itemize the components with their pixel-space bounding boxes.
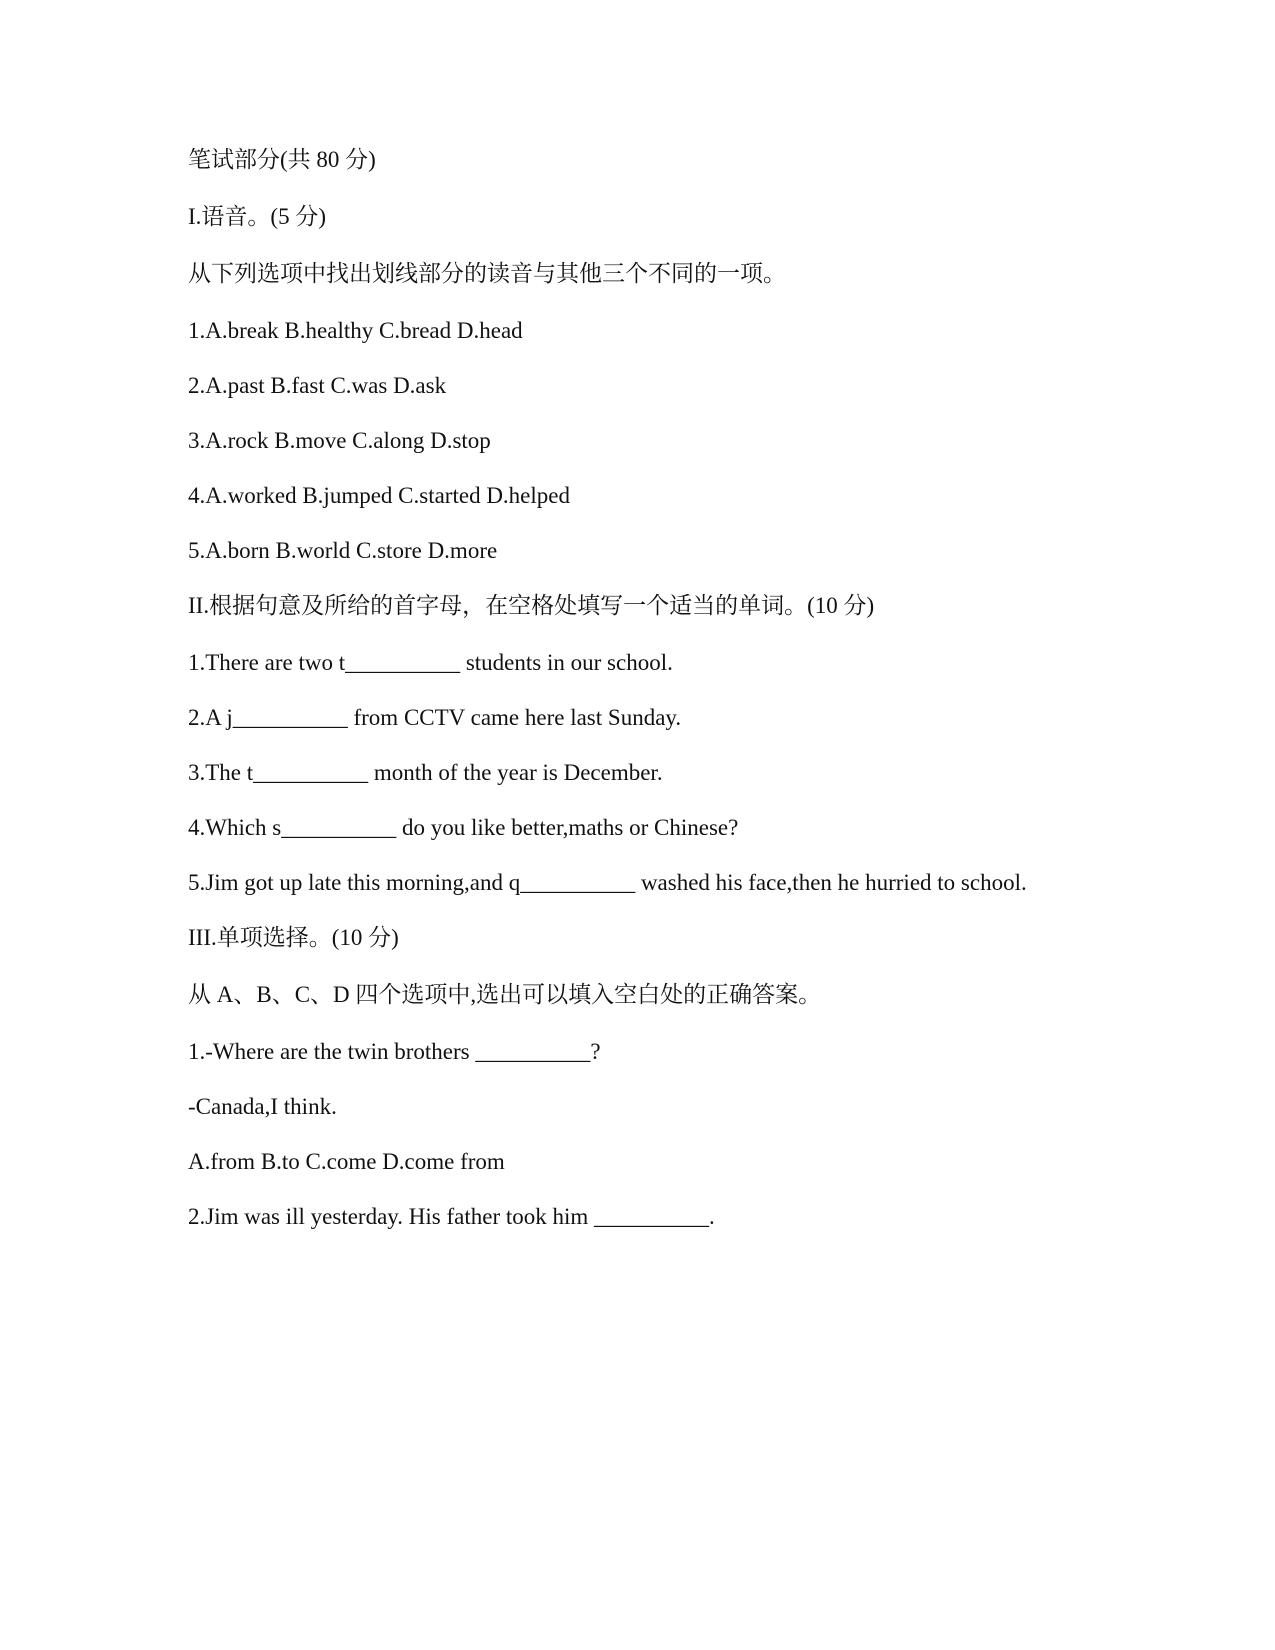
section-1-heading: I.语音。(5 分) [188, 204, 326, 229]
fill-in-question-4: 4.Which s__________ do you like better,maths or Chinese? [188, 815, 739, 840]
fill-in-question-1: 1.There are two t__________ students in our school. [188, 650, 673, 675]
choice-question-1-options: A.from B.to C.come D.come from [188, 1149, 505, 1174]
choice-question-1: 1.-Where are the twin brothers __________? [188, 1039, 601, 1064]
choice-question-2: 2.Jim was ill yesterday. His father took him __________. [188, 1204, 715, 1229]
section-3-instruction: 从 A、B、C、D 四个选项中,选出可以填入空白处的正确答案。 [188, 982, 822, 1007]
phonetics-question-4: 4.A.worked B.jumped C.started D.helped [188, 483, 570, 508]
phonetics-question-1: 1.A.break B.healthy C.bread D.head [188, 318, 523, 343]
document-body [188, 146, 1058, 1258]
fill-in-question-3: 3.The t__________ month of the year is December. [188, 760, 663, 785]
fill-in-question-5: 5.Jim got up late this morning,and q__________ washed his face,then he hurried to school. [188, 870, 1027, 895]
phonetics-question-2: 2.A.past B.fast C.was D.ask [188, 373, 447, 398]
written-part-heading: 笔试部分(共 80 分) [188, 147, 376, 172]
fill-in-question-2: 2.A j__________ from CCTV came here last Sunday. [188, 705, 682, 730]
section-2-heading: II.根据句意及所给的首字母，在空格处填写一个适当的单词。(10 分) [188, 593, 875, 618]
section-3-heading: III.单项选择。(10 分) [188, 925, 399, 950]
section-1-instruction: 从下列选项中找出划线部分的读音与其他三个不同的一项。 [188, 261, 786, 286]
choice-question-1-answer: -Canada,I think. [188, 1094, 337, 1119]
phonetics-question-3: 3.A.rock B.move C.along D.stop [188, 428, 491, 453]
phonetics-question-5: 5.A.born B.world C.store D.more [188, 538, 498, 563]
